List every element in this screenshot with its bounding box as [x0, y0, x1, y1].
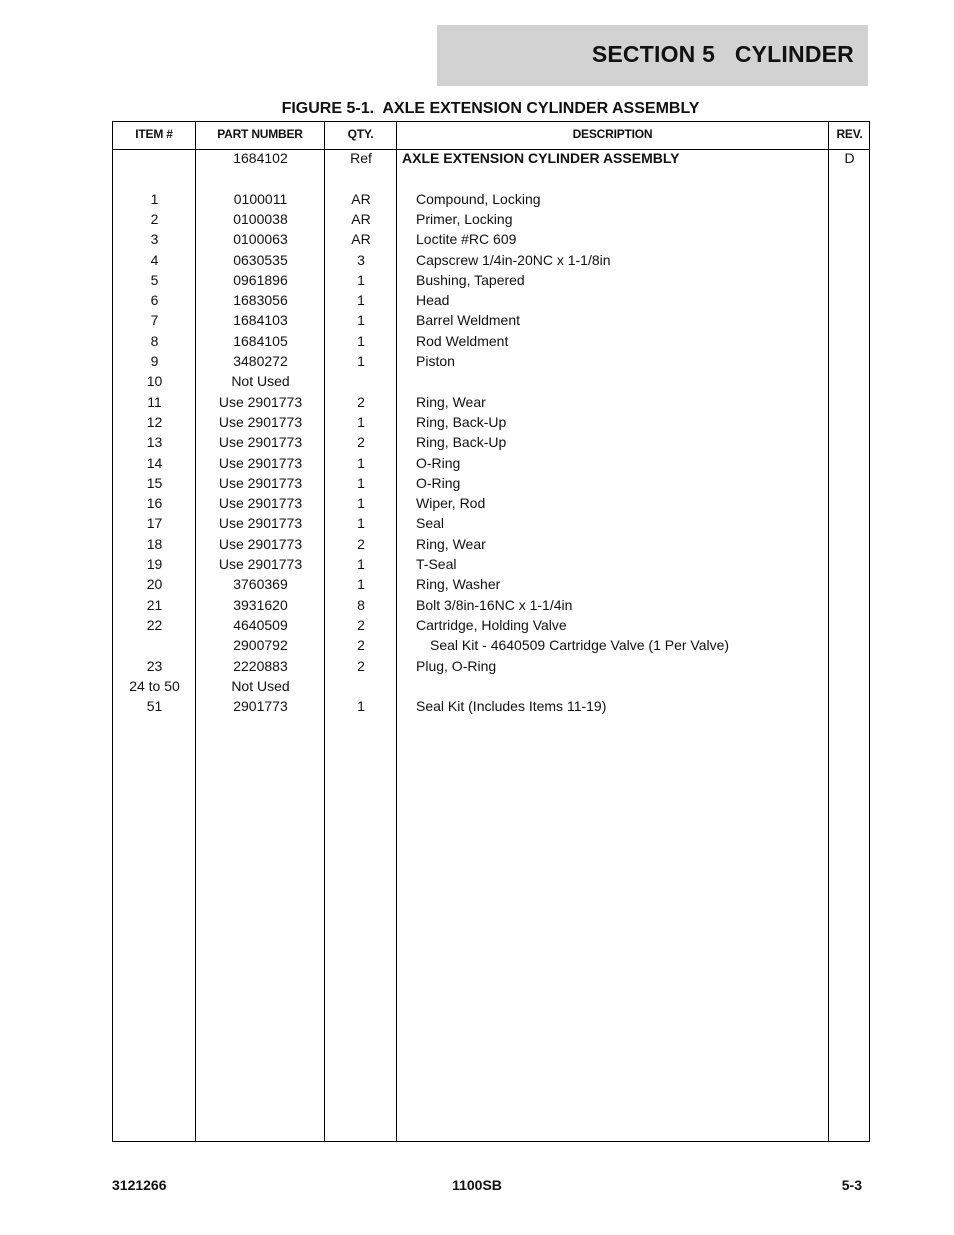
table-row: [113, 392, 869, 412]
part-number: Use 2901773: [218, 535, 303, 552]
description: Wiper, Rod: [416, 495, 486, 512]
part-number: Use 2901773: [218, 495, 303, 512]
table-row: [113, 615, 869, 635]
table-row: [113, 453, 869, 473]
description: Cartridge, Holding Valve: [416, 616, 567, 633]
table-row: [113, 656, 869, 676]
quantity: 1: [357, 495, 365, 512]
part-number: Use 2901773: [218, 454, 303, 471]
quantity: 1: [357, 312, 365, 329]
part-number: 1684102: [233, 150, 288, 166]
quantity: 1: [357, 332, 365, 349]
quantity: 2: [357, 393, 365, 410]
table-row: [113, 229, 869, 249]
description: Rod Weldment: [416, 332, 509, 349]
description: Ring, Wear: [416, 535, 486, 552]
table-row: [113, 331, 869, 351]
table-row: [113, 473, 869, 493]
item-number: 19: [146, 556, 163, 572]
part-number: 2901773: [233, 698, 288, 715]
quantity: 1: [357, 271, 365, 288]
item-number: 9: [150, 353, 159, 369]
part-number: 0100063: [233, 231, 288, 248]
column-header-item: ITEM #: [135, 127, 173, 141]
table-row: [113, 574, 869, 594]
section-banner: [437, 25, 868, 86]
revision: D: [844, 150, 855, 166]
description: Ring, Wear: [416, 393, 486, 410]
table-row: [113, 371, 869, 391]
quantity: AR: [351, 190, 371, 207]
part-number: 0961896: [233, 271, 288, 288]
description: Ring, Back-Up: [416, 434, 507, 451]
table-row: [113, 696, 869, 716]
table-row: [113, 534, 869, 554]
description: Ring, Washer: [416, 576, 501, 593]
column-header-description: DESCRIPTION: [572, 127, 653, 141]
table-row: [113, 310, 869, 330]
item-number: 12: [146, 413, 163, 430]
description: T-Seal: [416, 556, 457, 572]
part-number: 3760369: [233, 576, 288, 593]
part-number: Not Used: [231, 677, 290, 694]
item-number: 22: [146, 616, 163, 633]
table-row: [113, 290, 869, 310]
footer-page-number: 5-3: [841, 1177, 862, 1193]
item-number: 17: [146, 515, 163, 532]
part-number: Use 2901773: [218, 434, 303, 451]
item-number: 8: [150, 332, 159, 349]
part-number: 2900792: [233, 637, 288, 654]
table-row: [113, 189, 869, 209]
table-row: [113, 513, 869, 533]
column-header-qty: QTY.: [347, 127, 374, 141]
quantity: AR: [351, 210, 371, 227]
table-row: [113, 676, 869, 696]
item-number: 14: [146, 454, 163, 471]
quantity: 1: [357, 474, 365, 491]
description: Compound, Locking: [416, 190, 541, 207]
part-number: Use 2901773: [218, 474, 303, 491]
quantity: Ref: [350, 150, 372, 166]
description: Seal Kit (Includes Items 11-19): [416, 698, 607, 715]
footer-model: 1100SB: [452, 1177, 502, 1193]
quantity: 1: [357, 413, 365, 430]
table-row: [113, 635, 869, 655]
item-number: 4: [150, 251, 159, 268]
table-row: [113, 595, 869, 615]
table-row: [113, 148, 869, 168]
description: Bolt 3/8in-16NC x 1-1/4in: [416, 596, 573, 613]
table-row: [113, 432, 869, 452]
quantity: 2: [357, 434, 365, 451]
quantity: 8: [357, 596, 365, 613]
table-row: [113, 351, 869, 371]
item-number: 10: [146, 373, 163, 390]
description: AXLE EXTENSION CYLINDER ASSEMBLY: [402, 150, 680, 166]
part-number: 2220883: [233, 657, 288, 674]
part-number: Use 2901773: [218, 413, 303, 430]
description: Head: [416, 292, 450, 309]
description: Loctite #RC 609: [416, 231, 517, 248]
quantity: 1: [357, 698, 365, 715]
quantity: 1: [357, 556, 365, 572]
item-number: 3: [150, 231, 159, 248]
quantity: 1: [357, 292, 365, 309]
section-title: SECTION 5 CYLINDER: [591, 41, 854, 67]
table-row: [113, 270, 869, 290]
part-number: 0630535: [233, 251, 288, 268]
description: O-Ring: [416, 454, 461, 471]
item-number: 24 to 50: [129, 677, 180, 694]
item-number: 51: [146, 698, 163, 715]
quantity: AR: [351, 231, 371, 248]
description: Plug, O-Ring: [416, 657, 497, 674]
quantity: 2: [357, 616, 365, 633]
quantity: 1: [357, 454, 365, 471]
quantity: 1: [357, 353, 365, 369]
quantity: 2: [357, 637, 365, 654]
part-number: Use 2901773: [218, 556, 303, 572]
item-number: 5: [150, 271, 159, 288]
item-number: 21: [146, 596, 163, 613]
item-number: 7: [150, 312, 159, 329]
item-number: 11: [147, 393, 162, 410]
part-number: 1683056: [233, 292, 288, 309]
table-row: [113, 412, 869, 432]
parts-table: [112, 121, 870, 1142]
part-number: 3931620: [233, 596, 288, 613]
description: Piston: [416, 353, 455, 369]
figure-title: FIGURE 5-1. AXLE EXTENSION CYLINDER ASSEMBLY: [281, 100, 700, 117]
quantity: 1: [357, 576, 365, 593]
item-number: 13: [146, 434, 163, 451]
description: O-Ring: [416, 474, 461, 491]
part-number: 0100011: [233, 190, 288, 207]
item-number: 16: [146, 495, 163, 512]
item-number: 23: [146, 657, 163, 674]
footer-document-number: 3121266: [112, 1177, 167, 1193]
table-row: [113, 250, 869, 270]
item-number: 18: [146, 535, 163, 552]
part-number: Not Used: [231, 373, 290, 390]
part-number: 4640509: [233, 616, 288, 633]
description: Barrel Weldment: [416, 312, 521, 329]
item-number: 15: [146, 474, 163, 491]
part-number: 1684105: [233, 332, 288, 349]
quantity: 2: [357, 657, 365, 674]
description: Capscrew 1/4in-20NC x 1-1/8in: [416, 251, 611, 268]
table-row: [113, 554, 869, 574]
table-row: [113, 209, 869, 229]
description: Seal: [416, 515, 445, 532]
item-number: 6: [150, 292, 159, 309]
part-number: 3480272: [233, 353, 288, 369]
description: Ring, Back-Up: [416, 413, 507, 430]
quantity: 1: [357, 515, 365, 532]
description: Bushing, Tapered: [416, 271, 525, 288]
item-number: 20: [146, 576, 163, 593]
column-header-rev: REV.: [836, 127, 863, 141]
table-row: [113, 168, 869, 188]
description: Primer, Locking: [416, 210, 513, 227]
column-header-part-number: PART NUMBER: [217, 127, 303, 141]
description: Seal Kit - 4640509 Cartridge Valve (1 Per Valve): [430, 637, 730, 654]
quantity: 2: [357, 535, 365, 552]
quantity: 3: [357, 251, 365, 268]
table-row: [113, 493, 869, 513]
part-number: Use 2901773: [218, 393, 303, 410]
part-number: Use 2901773: [218, 515, 303, 532]
part-number: 1684103: [233, 312, 288, 329]
item-number: 1: [150, 190, 159, 207]
part-number: 0100038: [233, 210, 288, 227]
item-number: 2: [150, 210, 159, 227]
